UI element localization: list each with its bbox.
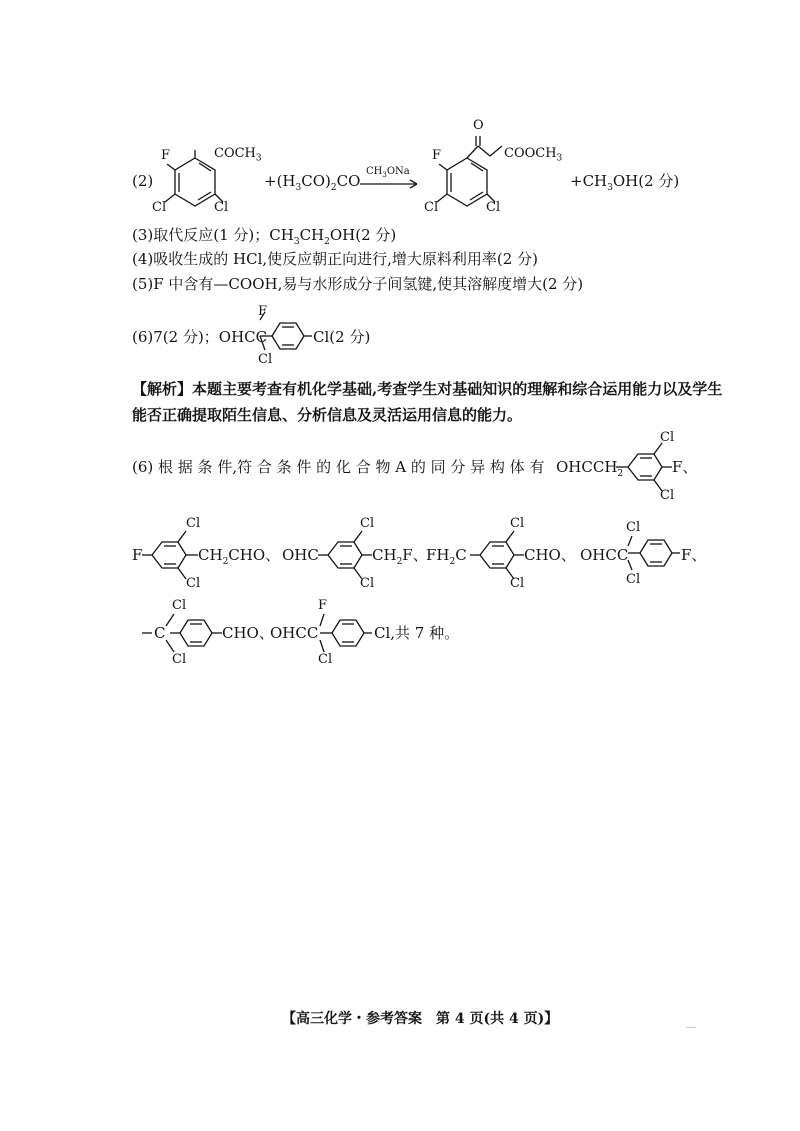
answer-6-prefix: (6)7(2 分)；OHCC: [132, 328, 268, 346]
reagent-dimethyl-carbonate: $+(H_3CO)_2CO$: [264, 172, 361, 193]
page-footer: 【高三化学・参考答案 第 4 页(共 4 页)】: [282, 1011, 559, 1027]
s7-right-group: Cl,共 7 种。: [374, 624, 460, 642]
s5-cl-bottom: Cl: [626, 572, 641, 587]
s1-cl-top: Cl: [660, 430, 675, 445]
answer-4: (4)吸收生成的 HCl,使反应朝正向进行,增大原料利用率(2 分): [132, 250, 538, 268]
q2-label: (2): [132, 172, 154, 190]
s1-left-group: $OHCCH_2$: [556, 458, 624, 479]
s1-cl-bottom: Cl: [660, 488, 675, 503]
analysis-line-2: 能否正确提取陌生信息、分析信息及灵活运用信息的能力。: [132, 406, 523, 424]
analysis-tag: 【解析】: [132, 380, 193, 398]
s1-f: F、: [672, 458, 698, 476]
s5-cl-top: Cl: [626, 520, 641, 535]
product-f: F: [432, 148, 442, 163]
reactant-cl-right: Cl: [214, 200, 229, 215]
s5-right-group: F、: [681, 546, 707, 564]
s7-f-top: F: [318, 598, 328, 613]
answer-6-benzene: [250, 310, 320, 360]
s3-cl-top: Cl: [360, 516, 375, 531]
reactant-acetyl: $COCH_3$: [214, 146, 262, 164]
byproduct-methanol: $+CH_3OH(2$ 分): [570, 172, 680, 193]
analysis-line-1: 【解析】本题主要考查有机化学基础,考查学生对基础知识的理解和综合运用能力以及学生: [132, 380, 723, 398]
answer-6-f: F: [258, 304, 268, 319]
s5-left-group: OHCC: [580, 546, 629, 564]
reactant-cl-left: Cl: [152, 200, 167, 215]
s3-cl-bottom: Cl: [360, 576, 375, 591]
s2-f: F: [132, 546, 143, 564]
s4-cl-top: Cl: [510, 516, 525, 531]
s7-left-group: OHCC: [270, 624, 319, 642]
catalyst-label: $CH_3ONa$: [366, 166, 410, 179]
s2-cl-top: Cl: [186, 516, 201, 531]
s2-cl-bottom: Cl: [186, 576, 201, 591]
s6-cl-top: Cl: [172, 598, 187, 613]
s7-cl-bottom: Cl: [318, 652, 333, 667]
answer-6-cl-right: Cl(2 分): [313, 328, 371, 346]
product-cl-left: Cl: [424, 200, 439, 215]
product-ketone-o: O: [473, 118, 484, 133]
reaction-arrow: [360, 180, 420, 188]
corner-mark: —: [686, 1022, 696, 1033]
answer-3: (3)取代反应(1 分)；$CH_3CH_2OH(2$ 分): [132, 226, 397, 247]
s4-cl-bottom: Cl: [510, 576, 525, 591]
s6-right-group: CHO、: [222, 624, 274, 642]
answer-6-cl-bottom: Cl: [258, 352, 273, 367]
product-ester-chain: $COOCH_3$: [504, 146, 563, 164]
s2-right-group: $CH_2CHO$、: [198, 546, 281, 567]
s6-cl-bottom: Cl: [172, 652, 187, 667]
s4-left-group: $FH_2C$: [426, 546, 467, 567]
s3-right-group: $CH_2F$、: [372, 546, 428, 567]
s5-benzene: [620, 528, 690, 578]
product-cl-right: Cl: [486, 200, 501, 215]
s3-left-group: OHC: [282, 546, 319, 564]
reactant-f: F: [161, 148, 171, 163]
s4-right-group: CHO、: [524, 546, 576, 564]
part6-intro: (6) 根 据 条 件,符 合 条 件 的 化 合 物 A 的 同 分 异 构 体 有: [132, 458, 545, 476]
s6-c: C: [154, 624, 166, 642]
answer-5: (5)F 中含有—COOH,易与水形成分子间氢键,使其溶解度增大(2 分): [132, 275, 584, 293]
